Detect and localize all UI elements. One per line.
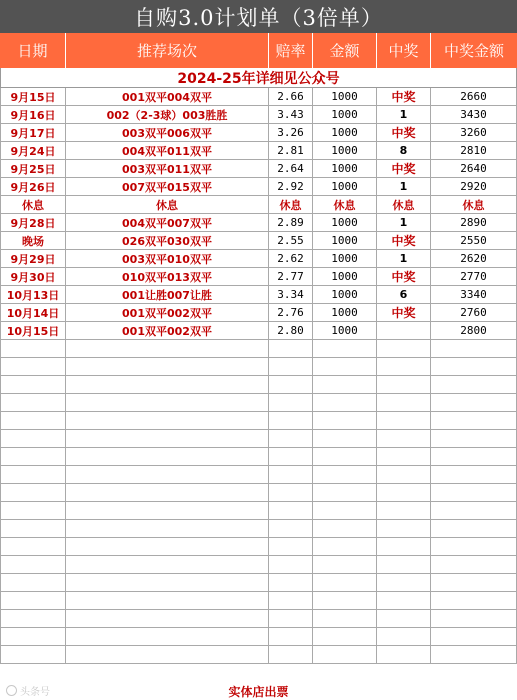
empty-row xyxy=(0,376,517,394)
empty-cell xyxy=(313,628,377,645)
cell-odds: 2.76 xyxy=(269,304,313,321)
empty-cell xyxy=(377,628,431,645)
empty-cell xyxy=(313,646,377,663)
empty-row xyxy=(0,556,517,574)
sheet-title: 自购3.0计划单（3倍单） xyxy=(0,0,517,33)
table-row xyxy=(0,106,517,124)
empty-cell xyxy=(313,340,377,357)
empty-row xyxy=(0,412,517,430)
empty-cell xyxy=(269,412,313,429)
cell-date: 休息 xyxy=(0,196,66,213)
empty-cell xyxy=(431,574,517,591)
cell-win-amount: 2760 xyxy=(431,304,517,321)
empty-cell xyxy=(66,430,269,447)
empty-row xyxy=(0,484,517,502)
cell-date: 9月28日 xyxy=(0,214,66,231)
empty-cell xyxy=(377,340,431,357)
empty-cell xyxy=(66,448,269,465)
empty-cell xyxy=(269,358,313,375)
cell-odds: 2.92 xyxy=(269,178,313,195)
empty-cell xyxy=(313,394,377,411)
cell-win-amount: 2550 xyxy=(431,232,517,249)
empty-cell xyxy=(66,502,269,519)
empty-cell xyxy=(431,484,517,501)
cell-match: 001双平004双平 xyxy=(66,88,269,105)
cell-win: 8 xyxy=(377,142,431,159)
empty-cell xyxy=(269,340,313,357)
table-row xyxy=(0,196,517,214)
cell-win: 休息 xyxy=(377,196,431,213)
empty-cell xyxy=(269,394,313,411)
empty-cell xyxy=(431,610,517,627)
cell-odds: 2.77 xyxy=(269,268,313,285)
empty-cell xyxy=(66,646,269,663)
cell-amount: 1000 xyxy=(313,250,377,267)
cell-win-amount: 2810 xyxy=(431,142,517,159)
cell-match: 休息 xyxy=(66,196,269,213)
empty-row xyxy=(0,358,517,376)
table-row xyxy=(0,178,517,196)
cell-amount: 1000 xyxy=(313,142,377,159)
cell-date: 10月15日 xyxy=(0,322,66,339)
cell-date: 9月26日 xyxy=(0,178,66,195)
cell-amount: 1000 xyxy=(313,322,377,339)
cell-date: 9月15日 xyxy=(0,88,66,105)
empty-cell xyxy=(377,556,431,573)
empty-cell xyxy=(431,592,517,609)
cell-win: 1 xyxy=(377,178,431,195)
cell-match: 001双平002双平 xyxy=(66,322,269,339)
empty-cell xyxy=(313,520,377,537)
table-row xyxy=(0,160,517,178)
cell-win-amount: 2890 xyxy=(431,214,517,231)
empty-row xyxy=(0,574,517,592)
cell-amount: 1000 xyxy=(313,268,377,285)
empty-cell xyxy=(0,430,66,447)
empty-cell xyxy=(0,628,66,645)
empty-cell xyxy=(313,502,377,519)
footer-note: 实体店出票 xyxy=(228,684,289,699)
empty-cell xyxy=(0,466,66,483)
cell-match: 010双平013双平 xyxy=(66,268,269,285)
empty-cell xyxy=(431,502,517,519)
empty-cell xyxy=(0,394,66,411)
empty-cell xyxy=(0,358,66,375)
empty-cell xyxy=(313,610,377,627)
table-row xyxy=(0,250,517,268)
empty-row xyxy=(0,592,517,610)
empty-cell xyxy=(313,484,377,501)
empty-cell xyxy=(66,520,269,537)
watermark-text: 头条号 xyxy=(20,687,50,698)
cell-win: 中奖 xyxy=(377,304,431,321)
cell-win-amount: 3340 xyxy=(431,286,517,303)
empty-cell xyxy=(313,448,377,465)
cell-odds: 2.62 xyxy=(269,250,313,267)
empty-cell xyxy=(269,628,313,645)
cell-win xyxy=(377,322,431,339)
empty-cell xyxy=(0,538,66,555)
cell-amount: 休息 xyxy=(313,196,377,213)
table-row xyxy=(0,322,517,340)
cell-odds: 休息 xyxy=(269,196,313,213)
cell-match: 004双平011双平 xyxy=(66,142,269,159)
empty-cell xyxy=(66,628,269,645)
empty-cell xyxy=(0,520,66,537)
cell-odds: 2.80 xyxy=(269,322,313,339)
cell-date: 晚场 xyxy=(0,232,66,249)
table-row xyxy=(0,88,517,106)
empty-cell xyxy=(66,466,269,483)
empty-cell xyxy=(269,466,313,483)
empty-cell xyxy=(313,412,377,429)
cell-win: 6 xyxy=(377,286,431,303)
empty-cell xyxy=(269,646,313,663)
empty-cell xyxy=(0,592,66,609)
cell-odds: 2.81 xyxy=(269,142,313,159)
empty-row xyxy=(0,466,517,484)
empty-row xyxy=(0,538,517,556)
empty-cell xyxy=(269,592,313,609)
empty-row xyxy=(0,646,517,664)
cell-win: 1 xyxy=(377,214,431,231)
empty-cell xyxy=(269,502,313,519)
cell-win: 中奖 xyxy=(377,88,431,105)
empty-cell xyxy=(313,358,377,375)
table-row xyxy=(0,286,517,304)
empty-cell xyxy=(377,412,431,429)
empty-cell xyxy=(66,574,269,591)
empty-cell xyxy=(66,376,269,393)
empty-cell xyxy=(377,448,431,465)
cell-amount: 1000 xyxy=(313,286,377,303)
cell-date: 9月17日 xyxy=(0,124,66,141)
header-win-amount: 中奖金额 xyxy=(443,42,504,60)
data-table xyxy=(0,88,517,664)
cell-odds: 2.89 xyxy=(269,214,313,231)
empty-cell xyxy=(269,556,313,573)
empty-cell xyxy=(0,502,66,519)
header-date: 日期 xyxy=(0,33,66,68)
cell-win-amount: 2770 xyxy=(431,268,517,285)
empty-cell xyxy=(313,466,377,483)
empty-cell xyxy=(431,430,517,447)
cell-date: 9月16日 xyxy=(0,106,66,123)
empty-cell xyxy=(66,556,269,573)
empty-cell xyxy=(269,610,313,627)
empty-cell xyxy=(377,592,431,609)
cell-win: 1 xyxy=(377,106,431,123)
empty-cell xyxy=(269,520,313,537)
empty-cell xyxy=(431,448,517,465)
cell-date: 9月25日 xyxy=(0,160,66,177)
empty-cell xyxy=(269,538,313,555)
empty-cell xyxy=(313,538,377,555)
table-row xyxy=(0,124,517,142)
empty-cell xyxy=(431,340,517,357)
cell-win-amount: 2620 xyxy=(431,250,517,267)
empty-cell xyxy=(431,412,517,429)
table-row xyxy=(0,232,517,250)
empty-cell xyxy=(377,484,431,501)
header-win: 中奖 xyxy=(377,33,431,68)
empty-cell xyxy=(431,394,517,411)
empty-row xyxy=(0,430,517,448)
empty-cell xyxy=(431,358,517,375)
empty-cell xyxy=(377,610,431,627)
empty-row xyxy=(0,610,517,628)
cell-amount: 1000 xyxy=(313,232,377,249)
empty-cell xyxy=(431,646,517,663)
empty-cell xyxy=(269,430,313,447)
cell-match: 026双平030双平 xyxy=(66,232,269,249)
header-odds: 赔率 xyxy=(269,33,313,68)
empty-cell xyxy=(66,592,269,609)
empty-cell xyxy=(313,430,377,447)
empty-row xyxy=(0,340,517,358)
cell-amount: 1000 xyxy=(313,124,377,141)
cell-win-amount: 2640 xyxy=(431,160,517,177)
cell-match: 003双平011双平 xyxy=(66,160,269,177)
cell-match: 004双平007双平 xyxy=(66,214,269,231)
empty-cell xyxy=(269,574,313,591)
empty-cell xyxy=(0,376,66,393)
cell-odds: 3.26 xyxy=(269,124,313,141)
cell-date: 10月14日 xyxy=(0,304,66,321)
cell-odds: 3.34 xyxy=(269,286,313,303)
empty-cell xyxy=(377,430,431,447)
cell-win: 中奖 xyxy=(377,124,431,141)
cell-win-amount: 2800 xyxy=(431,322,517,339)
cell-amount: 1000 xyxy=(313,88,377,105)
cell-date: 9月24日 xyxy=(0,142,66,159)
empty-cell xyxy=(0,610,66,627)
cell-win: 中奖 xyxy=(377,160,431,177)
empty-row xyxy=(0,628,517,646)
table-row xyxy=(0,268,517,286)
empty-cell xyxy=(66,610,269,627)
empty-cell xyxy=(313,592,377,609)
empty-cell xyxy=(377,646,431,663)
empty-cell xyxy=(269,376,313,393)
table-row xyxy=(0,304,517,322)
subtitle: 2024-25年详细见公众号 xyxy=(0,68,517,88)
cell-win: 中奖 xyxy=(377,268,431,285)
empty-row xyxy=(0,448,517,466)
cell-odds: 3.43 xyxy=(269,106,313,123)
empty-cell xyxy=(269,484,313,501)
empty-cell xyxy=(377,376,431,393)
empty-cell xyxy=(66,538,269,555)
empty-cell xyxy=(0,574,66,591)
empty-cell xyxy=(0,340,66,357)
empty-cell xyxy=(66,358,269,375)
empty-cell xyxy=(431,628,517,645)
empty-cell xyxy=(66,412,269,429)
empty-cell xyxy=(377,520,431,537)
empty-cell xyxy=(431,556,517,573)
cell-win-amount: 2920 xyxy=(431,178,517,195)
cell-match: 003双平010双平 xyxy=(66,250,269,267)
empty-cell xyxy=(0,484,66,501)
empty-cell xyxy=(377,466,431,483)
empty-cell xyxy=(377,502,431,519)
cell-amount: 1000 xyxy=(313,178,377,195)
cell-date: 9月29日 xyxy=(0,250,66,267)
empty-cell xyxy=(269,448,313,465)
empty-cell xyxy=(66,340,269,357)
table-row xyxy=(0,214,517,232)
empty-cell xyxy=(431,538,517,555)
cell-amount: 1000 xyxy=(313,214,377,231)
cell-win-amount: 休息 xyxy=(431,196,517,213)
empty-cell xyxy=(313,376,377,393)
cell-odds: 2.55 xyxy=(269,232,313,249)
cell-match: 003双平006双平 xyxy=(66,124,269,141)
empty-cell xyxy=(431,376,517,393)
empty-cell xyxy=(66,484,269,501)
empty-cell xyxy=(377,358,431,375)
empty-cell xyxy=(313,556,377,573)
cell-match: 002（2-3球）003胜胜 xyxy=(66,106,269,123)
empty-cell xyxy=(0,646,66,663)
empty-cell xyxy=(377,574,431,591)
empty-cell xyxy=(377,394,431,411)
empty-row xyxy=(0,394,517,412)
cell-date: 9月30日 xyxy=(0,268,66,285)
cell-match: 001双平002双平 xyxy=(66,304,269,321)
table-row xyxy=(0,142,517,160)
cell-odds: 2.64 xyxy=(269,160,313,177)
empty-cell xyxy=(66,394,269,411)
cell-odds: 2.66 xyxy=(269,88,313,105)
empty-cell xyxy=(0,412,66,429)
header-row xyxy=(0,33,517,68)
cell-win-amount: 3260 xyxy=(431,124,517,141)
cell-win: 1 xyxy=(377,250,431,267)
cell-match: 001让胜007让胜 xyxy=(66,286,269,303)
empty-cell xyxy=(377,538,431,555)
cell-amount: 1000 xyxy=(313,160,377,177)
cell-win-amount: 2660 xyxy=(431,88,517,105)
empty-row xyxy=(0,502,517,520)
empty-cell xyxy=(0,448,66,465)
empty-cell xyxy=(313,574,377,591)
header-amount: 金额 xyxy=(313,33,377,68)
empty-cell xyxy=(431,520,517,537)
cell-amount: 1000 xyxy=(313,304,377,321)
empty-cell xyxy=(431,466,517,483)
cell-amount: 1000 xyxy=(313,106,377,123)
cell-match: 007双平015双平 xyxy=(66,178,269,195)
cell-win: 中奖 xyxy=(377,232,431,249)
header-match: 推荐场次 xyxy=(66,33,269,68)
empty-row xyxy=(0,520,517,538)
cell-win-amount: 3430 xyxy=(431,106,517,123)
empty-cell xyxy=(0,556,66,573)
cell-date: 10月13日 xyxy=(0,286,66,303)
